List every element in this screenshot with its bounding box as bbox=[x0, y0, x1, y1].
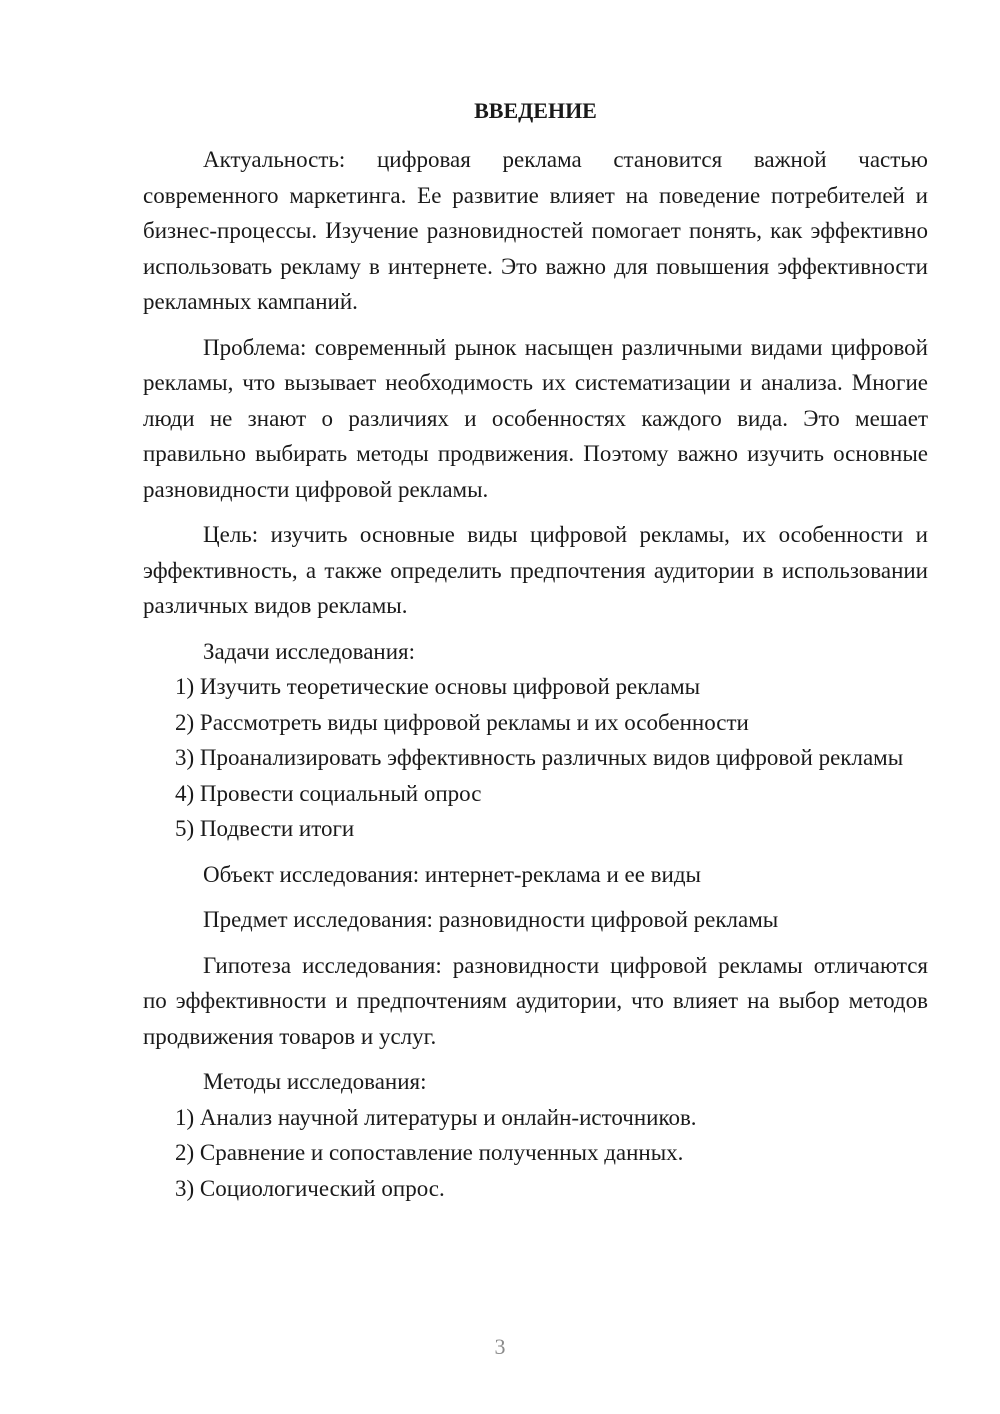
goal-paragraph: Цель: изучить основные виды цифровой рекламы, их особенности и эффективность, а также определить предпочтения аудитории в использовании различных видов рекламы. bbox=[143, 522, 928, 618]
document-body bbox=[143, 142, 928, 1206]
method-item-1: 1) Анализ научной литературы и онлайн-источников. bbox=[175, 1104, 697, 1130]
task-item-1: 1) Изучить теоретические основы цифровой рекламы bbox=[175, 674, 701, 699]
methods-heading: Методы исследования: bbox=[203, 1069, 427, 1094]
page-number: 3 bbox=[494, 1334, 506, 1359]
task-item-3: 3) Проанализировать эффективность различных видов цифровой рекламы bbox=[175, 745, 904, 770]
task-item-5: 5) Подвести итоги bbox=[175, 816, 355, 841]
task-item-2: 2) Рассмотреть виды цифровой рекламы и их особенности bbox=[175, 709, 749, 735]
tasks-heading: Задачи исследования: bbox=[203, 638, 416, 664]
method-item-3: 3) Социологический опрос. bbox=[175, 1175, 445, 1201]
subject-paragraph: Предмет исследования: разновидности цифровой рекламы bbox=[203, 907, 779, 932]
task-item-4: 4) Провести социальный опрос bbox=[175, 780, 482, 806]
problem-paragraph: Проблема: современный рынок насыщен различными видами цифровой рекламы, что вызывает необходимость их систематизации и анализа. Многие люди не знают о различиях и особенностях каждого вида. Это мешает правильно выбирать методы продвижения. Поэтому важно изучить основные разновидности цифровой рекламы. bbox=[143, 334, 928, 502]
method-item-2: 2) Сравнение и сопоставление полученных данных. bbox=[175, 1140, 684, 1165]
page-title: ВВЕДЕНИЕ bbox=[474, 98, 597, 123]
object-paragraph: Объект исследования: интернет-реклама и ее виды bbox=[203, 861, 702, 887]
hypothesis-paragraph: Гипотеза исследования: разновидности цифровой рекламы отличаются по эффективности и предпочтениям аудитории, что влияет на выбор методов продвижения товаров и услуг. bbox=[143, 952, 928, 1049]
relevance-paragraph: Актуальность: цифровая реклама становится важной частью современного маркетинга. Ее развитие влияет на поведение потребителей и бизнес-процессы. Изучение разновидностей помогает понять, как эффективно использовать рекламу в интернете. Это важно для повышения эффективности рекламных кампаний. bbox=[143, 147, 928, 314]
